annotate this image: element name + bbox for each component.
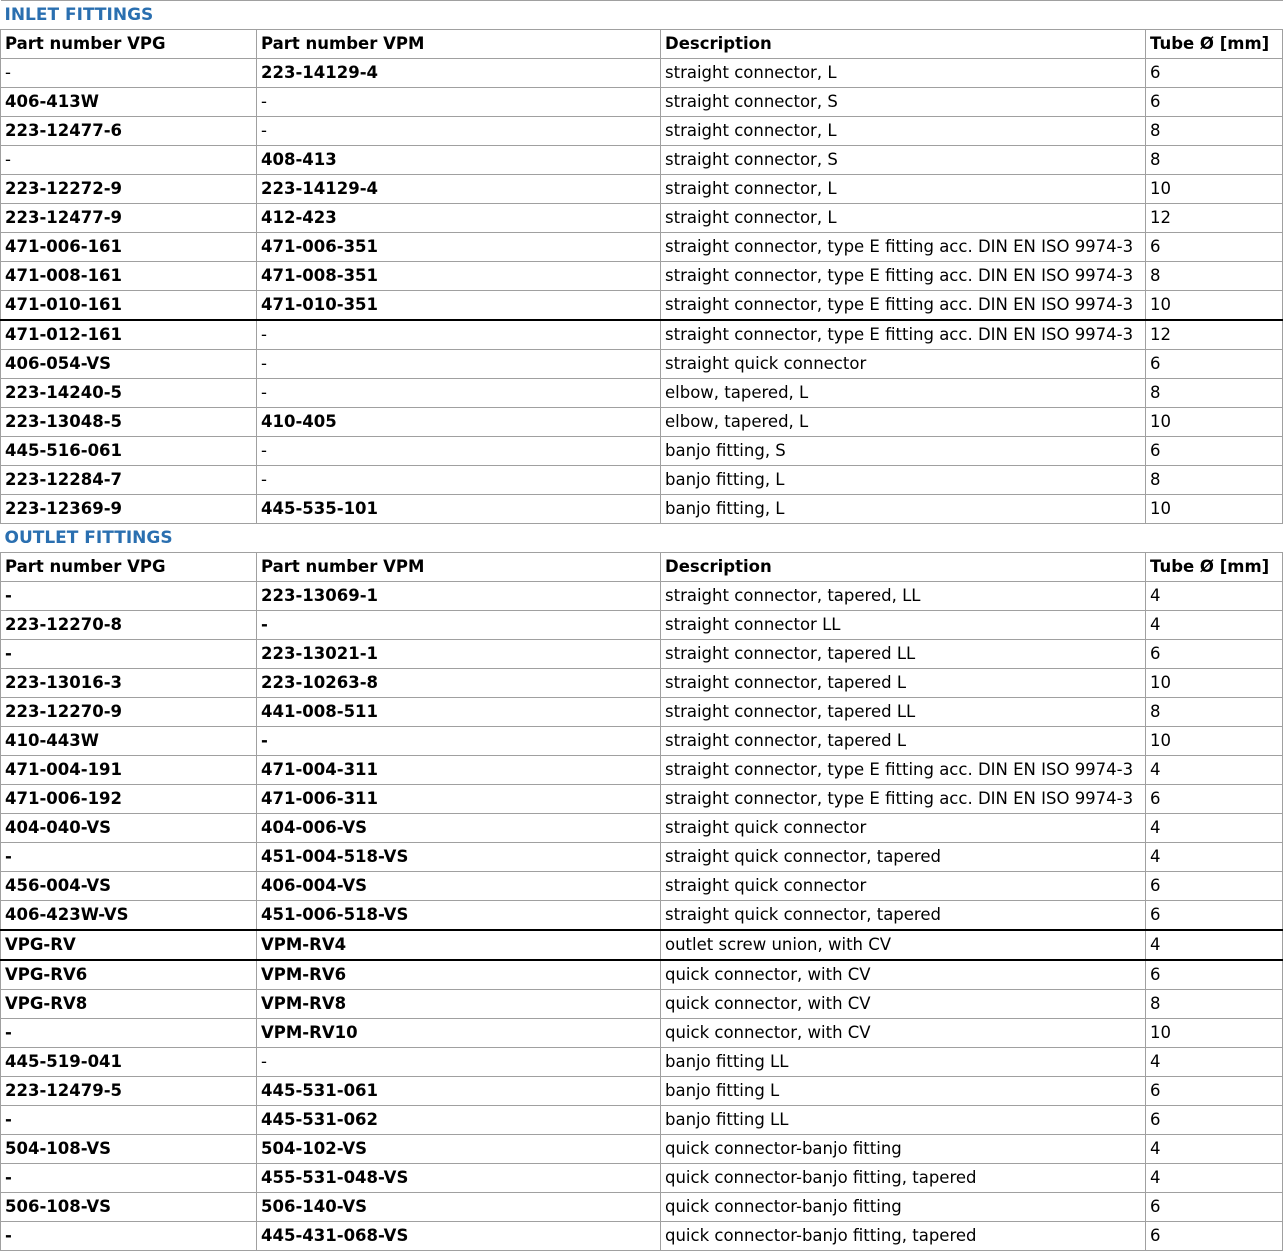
part-number-vpg-cell: 504-108-VS [1, 1135, 257, 1164]
part-number-vpg-cell: 223-12369-9 [1, 495, 257, 524]
table-row [1, 640, 1283, 669]
part-number-vpm-cell: - [257, 350, 661, 379]
part-number-vpm-cell: - [257, 379, 661, 408]
description-cell: elbow, tapered, L [661, 379, 1146, 408]
table-row [1, 756, 1283, 785]
tube-diameter-cell: 6 [1146, 872, 1283, 901]
part-number-vpg-cell: - [1, 640, 257, 669]
tube-diameter-cell: 6 [1146, 59, 1283, 88]
description-cell: straight connector, S [661, 88, 1146, 117]
table-row [1, 1222, 1283, 1251]
description-cell: straight connector, type E fitting acc. DIN EN ISO 9974-3 [661, 291, 1146, 321]
tube-diameter-cell: 6 [1146, 901, 1283, 931]
table-row [1, 901, 1283, 931]
table-row [1, 320, 1283, 350]
part-number-vpm-cell: - [257, 611, 661, 640]
description-cell: straight quick connector [661, 872, 1146, 901]
part-number-vpm-cell: 471-010-351 [257, 291, 661, 321]
part-number-vpm-cell: 471-008-351 [257, 262, 661, 291]
tube-diameter-cell: 6 [1146, 785, 1283, 814]
part-number-vpm-cell: 412-423 [257, 204, 661, 233]
part-number-vpg-cell: 404-040-VS [1, 814, 257, 843]
table-row [1, 88, 1283, 117]
tube-diameter-cell: 8 [1146, 990, 1283, 1019]
table-row [1, 1048, 1283, 1077]
part-number-vpg-cell: 445-516-061 [1, 437, 257, 466]
part-number-vpg-cell: - [1, 582, 257, 611]
tube-diameter-cell: 4 [1146, 814, 1283, 843]
description-cell: straight connector, tapered L [661, 669, 1146, 698]
table-row [1, 1106, 1283, 1135]
part-number-vpm-cell: VPM-RV8 [257, 990, 661, 1019]
column-header: Description [661, 30, 1146, 59]
part-number-vpm-cell: 471-004-311 [257, 756, 661, 785]
description-cell: straight connector, tapered LL [661, 698, 1146, 727]
description-cell: straight connector, L [661, 117, 1146, 146]
tube-diameter-cell: 6 [1146, 88, 1283, 117]
tube-diameter-cell: 6 [1146, 1222, 1283, 1251]
table-row [1, 495, 1283, 524]
table-row [1, 262, 1283, 291]
table-row [1, 1019, 1283, 1048]
table-row [1, 175, 1283, 204]
description-cell: elbow, tapered, L [661, 408, 1146, 437]
tube-diameter-cell: 4 [1146, 582, 1283, 611]
description-cell: straight connector LL [661, 611, 1146, 640]
table-row [1, 1164, 1283, 1193]
section-title-row [1, 1, 1283, 30]
part-number-vpm-cell: 445-431-068-VS [257, 1222, 661, 1251]
column-header: Part number VPM [257, 553, 661, 582]
description-cell: straight connector, type E fitting acc. DIN EN ISO 9974-3 [661, 233, 1146, 262]
table-row [1, 233, 1283, 262]
part-number-vpm-cell: - [257, 320, 661, 350]
part-number-vpg-cell: - [1, 843, 257, 872]
description-cell: quick connector-banjo fitting [661, 1135, 1146, 1164]
part-number-vpg-cell: 471-010-161 [1, 291, 257, 321]
table-row [1, 698, 1283, 727]
description-cell: banjo fitting, L [661, 466, 1146, 495]
description-cell: quick connector-banjo fitting, tapered [661, 1164, 1146, 1193]
part-number-vpg-cell: 223-12477-9 [1, 204, 257, 233]
part-number-vpm-cell: 223-14129-4 [257, 59, 661, 88]
table-row [1, 669, 1283, 698]
part-number-vpm-cell: 471-006-351 [257, 233, 661, 262]
section-title: OUTLET FITTINGS [4, 528, 173, 548]
part-number-vpm-cell: 504-102-VS [257, 1135, 661, 1164]
tube-diameter-cell: 6 [1146, 960, 1283, 990]
part-number-vpm-cell: 404-006-VS [257, 814, 661, 843]
table-row [1, 1135, 1283, 1164]
part-number-vpg-cell: 406-423W-VS [1, 901, 257, 931]
part-number-vpg-cell: 223-12270-8 [1, 611, 257, 640]
part-number-vpg-cell: 406-054-VS [1, 350, 257, 379]
part-number-vpg-cell: 223-13016-3 [1, 669, 257, 698]
part-number-vpm-cell: 506-140-VS [257, 1193, 661, 1222]
table-row [1, 204, 1283, 233]
description-cell: straight quick connector, tapered [661, 843, 1146, 872]
description-cell: straight connector, L [661, 204, 1146, 233]
description-cell: straight connector, tapered L [661, 727, 1146, 756]
description-cell: quick connector, with CV [661, 1019, 1146, 1048]
column-header: Tube Ø [mm] [1146, 553, 1283, 582]
description-cell: straight connector, L [661, 59, 1146, 88]
tube-diameter-cell: 8 [1146, 379, 1283, 408]
table-row [1, 291, 1283, 321]
tube-diameter-cell: 6 [1146, 233, 1283, 262]
tube-diameter-cell: 4 [1146, 611, 1283, 640]
table-row [1, 814, 1283, 843]
tube-diameter-cell: 10 [1146, 495, 1283, 524]
tube-diameter-cell: 8 [1146, 262, 1283, 291]
tube-diameter-cell: 12 [1146, 204, 1283, 233]
table-header-row [1, 30, 1283, 59]
description-cell: banjo fitting LL [661, 1106, 1146, 1135]
part-number-vpg-cell: - [1, 1222, 257, 1251]
tube-diameter-cell: 10 [1146, 175, 1283, 204]
table-row [1, 466, 1283, 495]
description-cell: straight connector, type E fitting acc. DIN EN ISO 9974-3 [661, 756, 1146, 785]
column-header: Part number VPM [257, 30, 661, 59]
part-number-vpg-cell: - [1, 1106, 257, 1135]
column-header: Part number VPG [1, 553, 257, 582]
tube-diameter-cell: 10 [1146, 291, 1283, 321]
tube-diameter-cell: 4 [1146, 756, 1283, 785]
part-number-vpm-cell: 471-006-311 [257, 785, 661, 814]
part-number-vpm-cell: 223-10263-8 [257, 669, 661, 698]
tube-diameter-cell: 10 [1146, 1019, 1283, 1048]
tube-diameter-cell: 12 [1146, 320, 1283, 350]
description-cell: quick connector-banjo fitting [661, 1193, 1146, 1222]
description-cell: banjo fitting, L [661, 495, 1146, 524]
tube-diameter-cell: 6 [1146, 437, 1283, 466]
table-row [1, 843, 1283, 872]
description-cell: straight connector, tapered LL [661, 640, 1146, 669]
description-cell: quick connector, with CV [661, 960, 1146, 990]
column-header: Tube Ø [mm] [1146, 30, 1283, 59]
description-cell: banjo fitting LL [661, 1048, 1146, 1077]
part-number-vpm-cell: - [257, 437, 661, 466]
part-number-vpg-cell: 456-004-VS [1, 872, 257, 901]
description-cell: banjo fitting, S [661, 437, 1146, 466]
description-cell: straight connector, S [661, 146, 1146, 175]
tube-diameter-cell: 10 [1146, 408, 1283, 437]
part-number-vpg-cell: VPG-RV6 [1, 960, 257, 990]
part-number-vpg-cell: 471-006-192 [1, 785, 257, 814]
part-number-vpm-cell: - [257, 88, 661, 117]
part-number-vpm-cell: 455-531-048-VS [257, 1164, 661, 1193]
description-cell: straight quick connector [661, 350, 1146, 379]
table-row [1, 872, 1283, 901]
description-cell: straight quick connector, tapered [661, 901, 1146, 931]
table-row [1, 990, 1283, 1019]
description-cell: straight connector, type E fitting acc. DIN EN ISO 9974-3 [661, 785, 1146, 814]
column-header: Part number VPG [1, 30, 257, 59]
part-number-vpg-cell: - [1, 146, 257, 175]
description-cell: straight connector, L [661, 175, 1146, 204]
tube-diameter-cell: 6 [1146, 1106, 1283, 1135]
part-number-vpm-cell: 451-006-518-VS [257, 901, 661, 931]
part-number-vpm-cell: 406-004-VS [257, 872, 661, 901]
part-number-vpm-cell: VPM-RV6 [257, 960, 661, 990]
part-number-vpg-cell: - [1, 1164, 257, 1193]
description-cell: quick connector, with CV [661, 990, 1146, 1019]
description-cell: quick connector-banjo fitting, tapered [661, 1222, 1146, 1251]
part-number-vpm-cell: VPM-RV4 [257, 930, 661, 960]
table-row [1, 1193, 1283, 1222]
part-number-vpg-cell: 223-12272-9 [1, 175, 257, 204]
tube-diameter-cell: 4 [1146, 930, 1283, 960]
description-cell: straight connector, type E fitting acc. DIN EN ISO 9974-3 [661, 320, 1146, 350]
table-row [1, 727, 1283, 756]
part-number-vpg-cell: 223-13048-5 [1, 408, 257, 437]
tube-diameter-cell: 8 [1146, 146, 1283, 175]
part-number-vpm-cell: 223-13069-1 [257, 582, 661, 611]
part-number-vpg-cell: VPG-RV [1, 930, 257, 960]
fittings-table-body [1, 1, 1283, 1251]
part-number-vpg-cell: 406-413W [1, 88, 257, 117]
section-title-row [1, 524, 1283, 553]
section-title: INLET FITTINGS [1, 1, 1283, 30]
part-number-vpg-cell: 471-006-161 [1, 233, 257, 262]
tube-diameter-cell: 6 [1146, 1193, 1283, 1222]
part-number-vpg-cell: VPG-RV8 [1, 990, 257, 1019]
tube-diameter-cell: 4 [1146, 1135, 1283, 1164]
table-row [1, 408, 1283, 437]
part-number-vpm-cell: - [257, 727, 661, 756]
tube-diameter-cell: 6 [1146, 640, 1283, 669]
table-header-row [1, 553, 1283, 582]
part-number-vpg-cell: 223-14240-5 [1, 379, 257, 408]
part-number-vpg-cell: - [1, 59, 257, 88]
table-row [1, 611, 1283, 640]
description-cell: straight connector, type E fitting acc. DIN EN ISO 9974-3 [661, 262, 1146, 291]
part-number-vpg-cell: 223-12479-5 [1, 1077, 257, 1106]
table-row [1, 117, 1283, 146]
part-number-vpm-cell: 408-413 [257, 146, 661, 175]
table-row [1, 582, 1283, 611]
description-cell: banjo fitting L [661, 1077, 1146, 1106]
table-row [1, 379, 1283, 408]
description-cell: straight connector, tapered, LL [661, 582, 1146, 611]
part-number-vpg-cell: 471-004-191 [1, 756, 257, 785]
description-cell: straight quick connector [661, 814, 1146, 843]
tube-diameter-cell: 10 [1146, 669, 1283, 698]
part-number-vpm-cell: 445-531-062 [257, 1106, 661, 1135]
tube-diameter-cell: 8 [1146, 466, 1283, 495]
table-row [1, 1077, 1283, 1106]
table-row [1, 930, 1283, 960]
part-number-vpm-cell: VPM-RV10 [257, 1019, 661, 1048]
tube-diameter-cell: 10 [1146, 727, 1283, 756]
tube-diameter-cell: 4 [1146, 843, 1283, 872]
tube-diameter-cell: 6 [1146, 1077, 1283, 1106]
description-cell: outlet screw union, with CV [661, 930, 1146, 960]
part-number-vpg-cell: 223-12284-7 [1, 466, 257, 495]
part-number-vpg-cell: 223-12477-6 [1, 117, 257, 146]
table-row [1, 437, 1283, 466]
part-number-vpg-cell: 410-443W [1, 727, 257, 756]
column-header: Description [661, 553, 1146, 582]
part-number-vpg-cell: 471-008-161 [1, 262, 257, 291]
table-row [1, 785, 1283, 814]
part-number-vpm-cell: 410-405 [257, 408, 661, 437]
part-number-vpm-cell: 223-13021-1 [257, 640, 661, 669]
part-number-vpm-cell: 441-008-511 [257, 698, 661, 727]
part-number-vpm-cell: - [257, 117, 661, 146]
part-number-vpm-cell: 445-531-061 [257, 1077, 661, 1106]
part-number-vpm-cell: - [257, 1048, 661, 1077]
table-row [1, 59, 1283, 88]
table-row [1, 960, 1283, 990]
part-number-vpm-cell: 451-004-518-VS [257, 843, 661, 872]
table-row [1, 146, 1283, 175]
part-number-vpg-cell: 471-012-161 [1, 320, 257, 350]
tube-diameter-cell: 6 [1146, 350, 1283, 379]
part-number-vpm-cell: 445-535-101 [257, 495, 661, 524]
part-number-vpg-cell: 506-108-VS [1, 1193, 257, 1222]
table-row [1, 350, 1283, 379]
tube-diameter-cell: 4 [1146, 1048, 1283, 1077]
part-number-vpg-cell: - [1, 1019, 257, 1048]
part-number-vpg-cell: 445-519-041 [1, 1048, 257, 1077]
part-number-vpg-cell: 223-12270-9 [1, 698, 257, 727]
tube-diameter-cell: 8 [1146, 117, 1283, 146]
part-number-vpm-cell: 223-14129-4 [257, 175, 661, 204]
tube-diameter-cell: 4 [1146, 1164, 1283, 1193]
part-number-vpm-cell: - [257, 466, 661, 495]
tube-diameter-cell: 8 [1146, 698, 1283, 727]
